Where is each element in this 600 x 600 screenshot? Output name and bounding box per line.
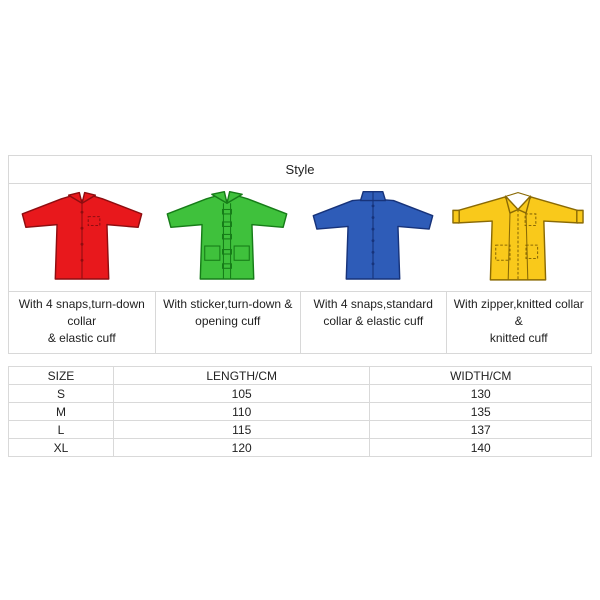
- coat-image-row: [9, 184, 591, 291]
- size-value: S: [9, 385, 114, 403]
- size-value: XL: [9, 439, 114, 457]
- table-row-xl: [9, 439, 592, 457]
- table-row-m: [9, 403, 592, 421]
- blue-coat-icon: [306, 189, 440, 287]
- style-table: [8, 155, 592, 354]
- style-table-header: Style: [9, 156, 591, 184]
- width-value: 130: [370, 385, 592, 403]
- length-value: 120: [113, 439, 370, 457]
- size-table-header-row: [9, 367, 592, 385]
- length-column-header: LENGTH/CM: [113, 367, 370, 385]
- size-table: [8, 366, 592, 457]
- red-coat-icon: [15, 189, 149, 287]
- length-value: 110: [113, 403, 370, 421]
- size-value: L: [9, 421, 114, 439]
- yellow-coat-icon: [451, 189, 585, 287]
- red-coat-description: With 4 snaps,turn-down collar & elastic cuff: [18, 297, 145, 345]
- table-row-l: [9, 421, 592, 439]
- yellow-coat-image: [446, 184, 592, 291]
- blue-coat-description: With 4 snaps,standard collar & elastic cuff: [300, 292, 446, 353]
- green-coat-image: [155, 184, 301, 291]
- product-spec-sheet: [8, 155, 592, 457]
- width-value: 135: [370, 403, 592, 421]
- green-coat-icon: [160, 189, 294, 287]
- size-column-header: SIZE: [9, 367, 114, 385]
- blue-coat-image: [300, 184, 446, 291]
- length-value: 105: [113, 385, 370, 403]
- width-value: 137: [370, 421, 592, 439]
- table-row-s: [9, 385, 592, 403]
- size-value: M: [9, 403, 114, 421]
- yellow-coat-description: With zipper,knitted collar & knitted cuff: [446, 292, 592, 353]
- red-coat-image: [9, 184, 155, 291]
- green-coat-description: With sticker,turn-down & opening cuff: [155, 292, 301, 353]
- width-value: 140: [370, 439, 592, 457]
- coat-description-row: [9, 291, 591, 353]
- width-column-header: WIDTH/CM: [370, 367, 592, 385]
- length-value: 115: [113, 421, 370, 439]
